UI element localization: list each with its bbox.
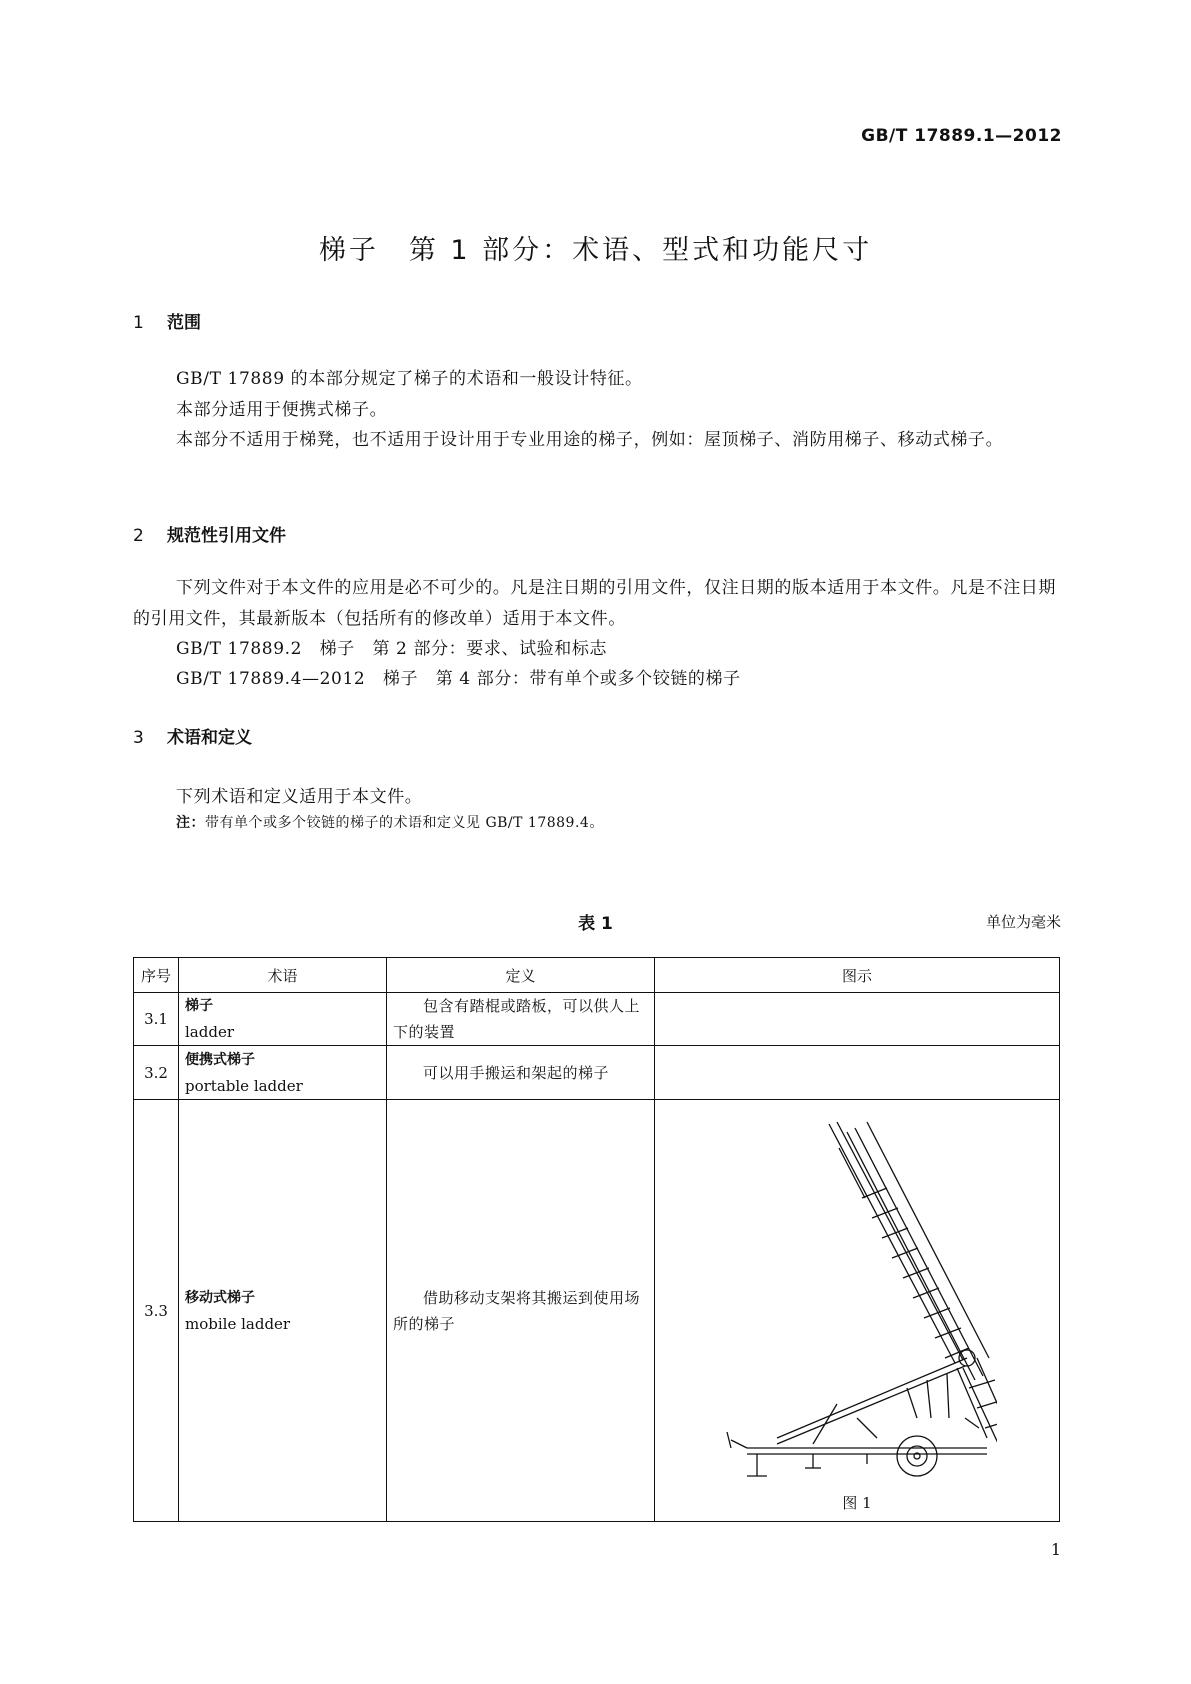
note-text: 带有单个或多个铰链的梯子的术语和定义见 GB/T 17889.4。 (205, 815, 604, 831)
row-number: 3.2 (134, 1046, 179, 1100)
table-row (134, 993, 1060, 1046)
table-title: 表 1 (578, 914, 613, 934)
paragraph: 下列文件对于本文件的应用是必不可少的。凡是注日期的引用文件，仅注日期的版本适用于本文件。凡是不注日期的引用文件，其最新版本（包括所有的修改单）适用于本文件。 (133, 578, 1056, 629)
section-title: 术语和定义 (167, 728, 252, 748)
figure-caption: 图 1 (842, 1494, 872, 1512)
definition-cell: 包含有踏棍或踏板，可以供人上下的装置 (387, 993, 655, 1046)
note (176, 812, 604, 832)
column-header: 序号 (134, 958, 179, 993)
column-header: 定义 (387, 958, 655, 993)
page-number: 1 (1050, 1540, 1061, 1559)
figure-cell (655, 1100, 1060, 1522)
terms-table (133, 957, 1060, 1522)
reference-item: GB/T 17889.4—2012 梯子 第 4 部分：带有单个或多个铰链的梯子 (176, 669, 741, 689)
section-title: 规范性引用文件 (167, 526, 286, 546)
paragraph: 本部分不适用于梯凳，也不适用于设计用于专业用途的梯子，例如：屋顶梯子、消防用梯子、移动式梯子。 (176, 430, 1004, 450)
term-chinese: 便携式梯子 (185, 1051, 255, 1068)
definition-cell: 可以用手搬运和架起的梯子 (387, 1046, 655, 1100)
term-english: ladder (185, 1023, 234, 1041)
definition-cell: 借助移动支架将其搬运到使用场所的梯子 (387, 1100, 655, 1522)
term-english: portable ladder (185, 1076, 303, 1095)
section-number: 1 (133, 313, 144, 333)
section-title: 范围 (167, 313, 201, 333)
section-heading-normative-references (133, 521, 286, 546)
section-heading-terms-definitions (133, 723, 252, 748)
term-cell (179, 1046, 387, 1100)
term-cell (179, 1100, 387, 1522)
standard-code: GB/T 17889.1—2012 (861, 126, 1062, 146)
figure-cell (655, 1046, 1060, 1100)
column-header: 术语 (179, 958, 387, 993)
row-number: 3.3 (134, 1100, 179, 1522)
section-number: 2 (133, 526, 144, 546)
column-header: 图示 (655, 958, 1060, 993)
table-row (134, 1046, 1060, 1100)
note-label: 注： (176, 815, 205, 831)
reference-item: GB/T 17889.2 梯子 第 2 部分：要求、试验和标志 (176, 639, 608, 659)
paragraph: 下列术语和定义适用于本文件。 (176, 787, 423, 807)
table-unit: 单位为毫米 (985, 913, 1061, 931)
term-cell (179, 993, 387, 1046)
paragraph: 本部分适用于便携式梯子。 (176, 400, 388, 420)
section-heading-scope (133, 308, 201, 333)
table-row (134, 1100, 1060, 1522)
figure-cell (655, 993, 1060, 1046)
paragraph: GB/T 17889 的本部分规定了梯子的术语和一般设计特征。 (176, 369, 643, 389)
term-chinese: 梯子 (185, 998, 213, 1014)
table-header-row (134, 958, 1060, 993)
term-english: mobile ladder (185, 1314, 291, 1333)
term-chinese: 移动式梯子 (185, 1289, 255, 1306)
section-number: 3 (133, 728, 144, 748)
document-title: 梯子 第 1 部分：术语、型式和功能尺寸 (318, 235, 873, 266)
row-number: 3.1 (134, 993, 179, 1046)
mobile-ladder-illustration (717, 1118, 997, 1488)
